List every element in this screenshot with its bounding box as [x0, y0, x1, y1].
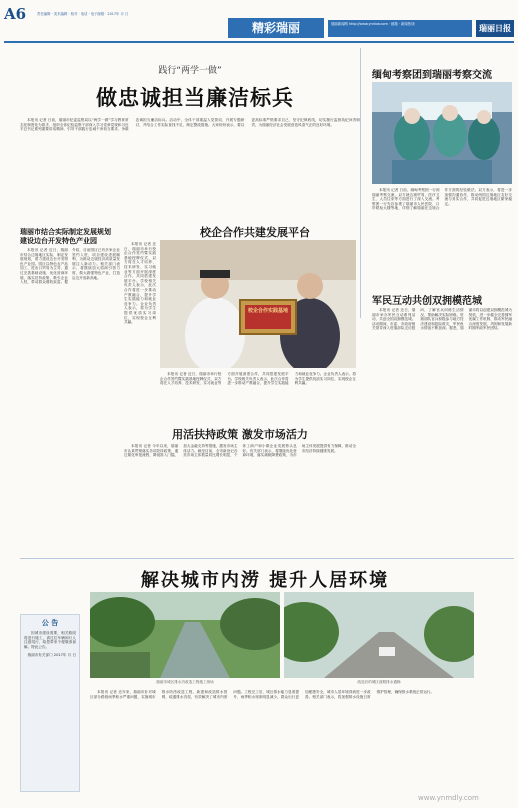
column-divider — [360, 48, 361, 318]
story-left2-text: 本报讯 记者 近日，瑞丽市结合边境地区实际，制定发展规划，着力建设边台开发特色产业园。园区以特色农产品加工、进出口贸易为主导，通过完善基础设施、优化营商环境、落实扶持政策，吸引企业入驻，带动群众增收致富。据介绍，目前园区已有多家企业签约入驻，项目建设进展顺利，为推动边境经济高质量发展注入新动力。相关部门表示，将继续加大招商引资力度，做大做强特色产业，打造沿边开放新高地。 — [20, 248, 120, 285]
story-mid1-text: 本报讯 记者 近日，瑞丽市举行校企合作签约暨实践基地授牌仪式，双方将在人才培养、技术研发、实习就业等方面开展深度合作，共同搭建发展平台。学校相关负责人表示，此次合作将进一步推动产教融合，提升学生实践能力和就业竞争力。企业负责人表示，将为学生提供优质实习岗位，实现校企互利共赢。 — [124, 242, 156, 325]
story-right1-text: 本报讯 记者 日前，缅甸考察团一行到瑞丽考察交流，双方就边境贸易、医疗卫生、人员往来等方面进行了深入交流。考察团一行先后参观了瑞丽市人民医院、口岸联检大楼等地，详细了解瑞丽在边境合作方面的经验做法。双方表示，将进一步加强沟通协作，推动两国边境地区友好交流与务实合作，共同促进边境地区繁荣稳定。 — [372, 188, 512, 211]
story-bottom-body — [90, 690, 514, 788]
story-mid2-body — [124, 444, 356, 554]
page-number: A6 — [4, 5, 27, 23]
caption-left: 瑞丽市城区排水沟改造工程施工现场 — [156, 680, 214, 684]
school-enterprise-photo — [160, 240, 356, 368]
notice-text: 因城市建设需要，相关路段将进行施工，请过往车辆和行人注意绕行，给您带来不便敬请谅解。特此公告。 — [24, 631, 76, 649]
story-mid1-body-2 — [160, 372, 356, 422]
story-bottom-text: 本报讯 记者 近年来，瑞丽市针对城区部分路段雨季积水严重问题，实施城市排水防涝改造工程，新建和改造排水管网、疏通排水沟渠，有效解决了城市内涝问题。工程完工后，城区排水能力显著提升，雨季积水现象明显减少，群众出行更加便捷安全，城市人居环境得到进一步改善。相关部门表示，将加强排水设施日常维护管理，确保排水系统正常运行。 — [90, 690, 435, 699]
story-mid2-headline: 用活扶持政策 激发市场活力 — [172, 428, 308, 441]
story-right2-text: 本报讯 记者 近日，瑞丽市举办军民互动系列活动，共创全国双拥模范城。活动期间，市委、市政府相关领导深入驻瑞部队走访慰问，了解官兵训练生活情况，帮助解决实际困难。驻瑞部队官兵积极参与地方经济建设和抢险救灾，军民鱼水情谊不断加深。据悉，瑞丽市将以创建双拥模范城为契机，进一步健全完善拥军优属工作机制，推动军民融合深度发展，巩固和发展新时期军政军民团结。 — [372, 308, 512, 331]
watermark: www.ynmdly.com — [418, 794, 479, 802]
newspaper-logo: 瑞丽日报 — [476, 20, 514, 37]
story-left2-body — [20, 248, 120, 598]
road-photo-right — [284, 592, 474, 678]
story-bottom-headline: 解决城市内涝 提升人居环境 — [140, 570, 390, 591]
story-right1-headline: 缅甸考察团到瑞丽考察交流 — [372, 70, 492, 81]
story-mid1-headline: 校企合作共建发展平台 — [200, 226, 310, 239]
notice-title: 公 告 — [41, 619, 59, 627]
notice-box — [20, 614, 80, 792]
header-rule — [4, 41, 514, 43]
story-right1-body — [372, 188, 512, 268]
story1-headline: 做忠诚担当廉洁标兵 — [96, 86, 294, 110]
notice-body — [21, 628, 79, 661]
story1-body-text: 本报讯 记者 日前，瑞丽市纪委监察局以“两学一做”学习教育常态化制度化为抓手，组织全体纪检监察干部深入学习党章党规和习近平总书记系列重要讲话精神，引导干部践行忠诚干净担当要求，争做忠诚担当廉洁标兵。活动中，全体干部重温入党誓词，开展专题研讨，并结合工作实际查找不足，制定整改措施。大家纷纷表示，要以更高标准严格要求自己，坚守纪律底线，切实履行监督执纪问责职责，为瑞丽经济社会发展营造风清气正的良好环境。 — [20, 118, 360, 132]
story-right2-body — [372, 308, 512, 558]
header-meta: 责任编辑 · 美术编辑 · 校对 · 电话 · 电子邮箱 · 2017年 月 日 — [37, 12, 129, 16]
section-title: 精彩瑞丽 — [228, 18, 324, 38]
section-divider — [20, 558, 514, 559]
story1-body — [20, 118, 360, 218]
header-contact: 瑞丽新闻网 http://www.ynrlxw.com · 邮箱 · 新闻热线 — [328, 20, 472, 37]
story-mid2-text: 本报讯 记者 今年以来，瑞丽市认真贯彻落实各项扶持政策，通过简化审批流程、降低准入门槛、加大金融支持等措施，激发市场主体活力。截至目前，全市新登记各类市场主体数量同比增长明显，个体工商户和小微企业发展势头良好。有关部门表示，将继续优化营商环境，落实减税降费政策，为市场主体发展提供有力保障，推动全市经济持续健康发展。 — [124, 444, 356, 458]
story-left2-headline: 瑞丽市结合实际制定发展规划 建设边台开发特色产业园 — [20, 228, 111, 245]
photo-plaque-text: 校企合作实践基地 — [247, 308, 288, 314]
notice-signature: 瑞丽市有关部门 2017年 月 日 — [27, 653, 76, 658]
story1-kicker: 践行“两学一做” — [158, 66, 222, 76]
surgery-photo — [372, 82, 512, 184]
story-right2-headline: 军民互动共创双拥模范城 — [372, 296, 482, 307]
story-mid1-body — [124, 242, 156, 382]
caption-right: 改造后的城区道路排水通畅 — [357, 680, 401, 684]
story-mid1-text-2: 本报讯 记者 近日，瑞丽市举行校企合作签约暨实践基地授牌仪式，双方将在人才培养、技术研发、实习就业等方面开展深度合作，共同搭建发展平台。学校相关负责人表示，此次合作将进一步推动产教融合，提升学生实践能力和就业竞争力。企业负责人表示，将为学生提供优质实习岗位，实现校企互利共赢。 — [160, 372, 356, 386]
canal-photo-left — [90, 592, 280, 678]
